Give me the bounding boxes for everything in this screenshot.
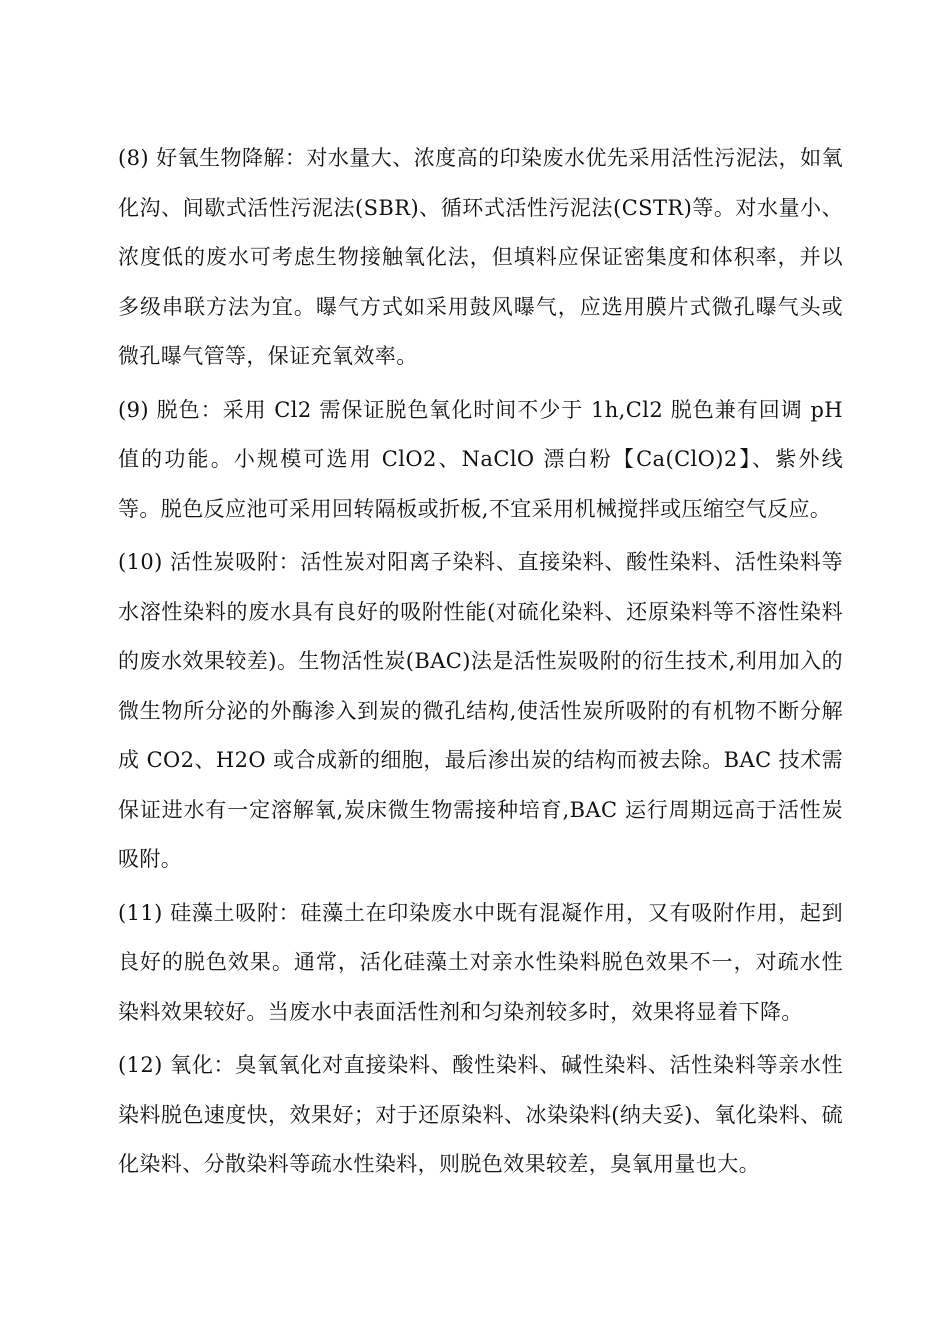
- paragraph-diatomite-adsorption: (11) 硅藻土吸附：硅藻土在印染废水中既有混凝作用，又有吸附作用，起到良好的脱色效果。通常，活化硅藻土对亲水性染料脱色效果不一，对疏水性染料效果较好。当废水中表面活性剂和匀染剂较多时，效果将显着下降。: [118, 900, 843, 1024]
- paragraph-oxidation: (12) 氧化：臭氧氧化对直接染料、酸性染料、碱性染料、活性染料等亲水性染料脱色速度快，效果好；对于还原染料、冰染染料(纳夫妥)、氧化染料、硫化染料、分散染料等疏水性染料，则脱色效果较差，臭氧用量也大。: [118, 1053, 843, 1176]
- paragraph-activated-carbon-adsorption: (10) 活性炭吸附：活性炭对阳离子染料、直接染料、酸性染料、活性染料等水溶性染料的废水具有良好的吸附性能(对硫化染料、还原染料等不溶性染料的废水效果较差)。生物活性炭(BAC)法是活性炭吸附的衍生技术,利用加入的微生物所分泌的外酶渗入到炭的微孔结构,使活性炭所吸附的有机物不断分解成 CO2、H2O 或合成新的细胞，最后渗出炭的结构而被去除。BAC 技术需保证进水有一定溶解氧,炭床微生物需接种培育,BAC 运行周期远高于活性炭吸附。: [118, 550, 843, 871]
- document-body: [118, 134, 843, 1194]
- paragraph-decolorization: (9) 脱色：采用 Cl2 需保证脱色氧化时间不少于 1h,Cl2 脱色兼有回调 pH 值的功能。小规模可选用 ClO2、NaClO 漂白粉【Ca(ClO)2】、紫外线等。脱色反应池可采用回转隔板或折板,不宜采用机械搅拌或压缩空气反应。: [118, 397, 843, 521]
- paragraph-aerobic-biodegradation: (8) 好氧生物降解：对水量大、浓度高的印染废水优先采用活性污泥法，如氧化沟、间歇式活性污泥法(SBR)、循环式活性污泥法(CSTR)等。对水量小、浓度低的废水可考虑生物接触氧化法，但填料应保证密集度和体积率，并以多级串联方法为宜。曝气方式如采用鼓风曝气，应选用膜片式微孔曝气头或微孔曝气管等，保证充氧效率。: [118, 146, 843, 368]
